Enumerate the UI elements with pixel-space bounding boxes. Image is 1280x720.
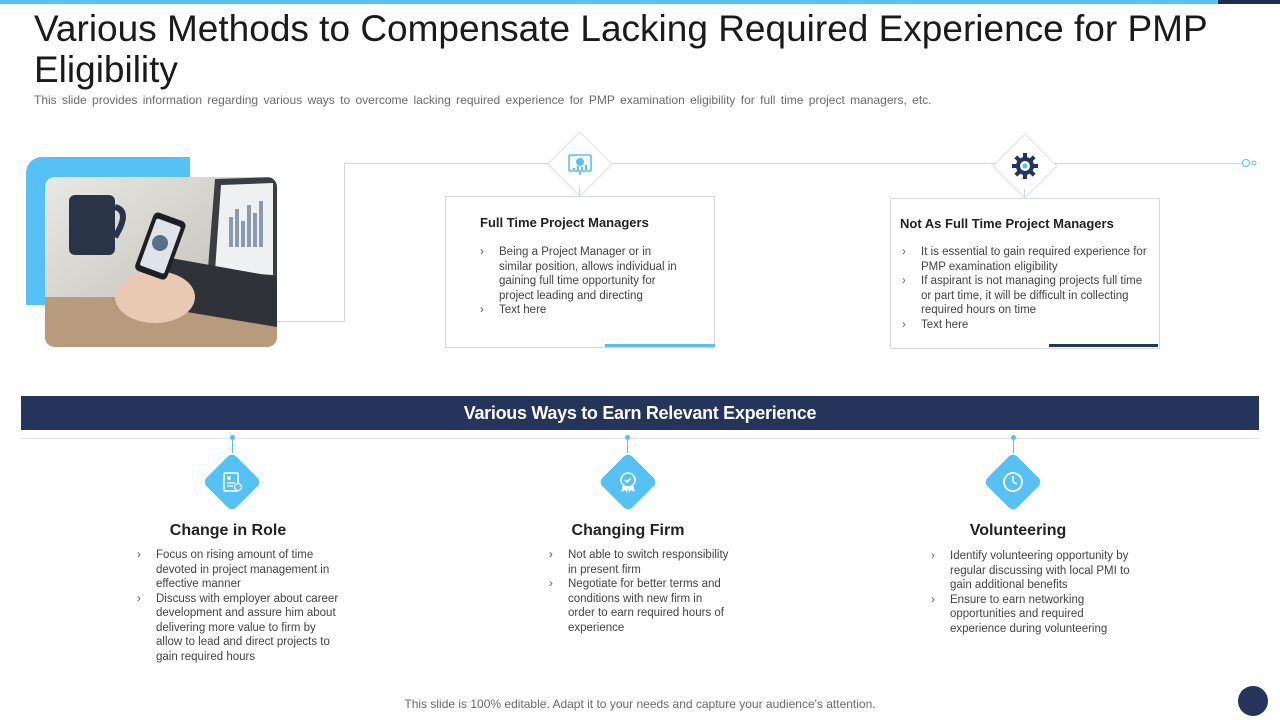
col3-bullets — [931, 549, 1141, 636]
card1-title: Full Time Project Managers — [480, 215, 649, 230]
card2-title: Not As Full Time Project Managers — [900, 216, 1114, 231]
resume-document-icon — [211, 461, 253, 503]
list-item: › Negotiate for better terms and conditions with new firm in order to earn required hours of experience — [549, 577, 729, 635]
top-accent-bar-dark — [1218, 0, 1280, 4]
col3-stem — [1013, 439, 1014, 453]
list-item: › Being a Project Manager or in similar position, allows individual in gaining full time opportunity for project leading and directing — [480, 245, 680, 303]
connector-top-h — [344, 163, 1242, 164]
card1-bullets — [480, 245, 680, 318]
connector-end-circles — [1242, 159, 1262, 169]
list-item: › Not able to switch responsibility in present firm — [549, 548, 729, 577]
banner-underline — [21, 438, 1259, 439]
list-item: › Identify volunteering opportunity by regular discussing with local PMI to gain additional benefits — [931, 549, 1141, 593]
corner-circle — [1238, 686, 1268, 716]
presentation-board-icon — [558, 142, 602, 186]
card-full-time-pm — [445, 196, 715, 348]
section-banner: Various Ways to Earn Relevant Experience — [21, 396, 1259, 430]
page-subtitle: This slide provides information regarding various ways to overcome lacking required experience for PMP examination eligibility for full time project managers, etc. — [34, 93, 932, 107]
card2-bullets — [902, 245, 1148, 332]
col1-bullets — [137, 548, 342, 664]
connector-vertical — [344, 163, 345, 322]
clock-icon — [992, 461, 1034, 503]
col2-title: Changing Firm — [571, 522, 685, 539]
page-title: Various Methods to Compensate Lacking Required Experience for PMP Eligibility — [34, 8, 1207, 90]
list-item: › Text here — [480, 303, 680, 318]
top-accent-bar — [0, 0, 1218, 4]
card1-accent-strip — [605, 344, 715, 347]
col1-stem — [232, 439, 233, 453]
list-item: › Focus on rising amount of time devoted in project management in effective manner — [137, 548, 342, 592]
award-badge-icon — [607, 461, 649, 503]
footer-note: This slide is 100% editable. Adapt it to your needs and capture your audience's attention. — [404, 697, 876, 711]
list-item: › Discuss with employer about career development and assure him about delivering more value to firm by allow to lead and direct projects to gain required hours — [137, 592, 342, 665]
col1-title: Change in Role — [169, 522, 287, 539]
list-item: › It is essential to gain required experience for PMP examination eligibility — [902, 245, 1148, 274]
list-item: › Text here — [902, 318, 1148, 333]
list-item: › Ensure to earn networking opportunities and required experience during volunteering — [931, 593, 1141, 637]
card-not-full-time-pm — [890, 198, 1160, 349]
card2-accent-strip — [1049, 344, 1158, 347]
col2-stem — [627, 439, 628, 453]
list-item: › If aspirant is not managing projects full time or part time, it will be difficult in collecting required hours on time — [902, 274, 1148, 318]
col3-title: Volunteering — [969, 522, 1067, 539]
gear-icon — [1003, 144, 1047, 188]
laptop-phone-photo — [45, 177, 277, 347]
connector-photo-h — [277, 321, 345, 322]
col2-bullets — [549, 548, 729, 635]
